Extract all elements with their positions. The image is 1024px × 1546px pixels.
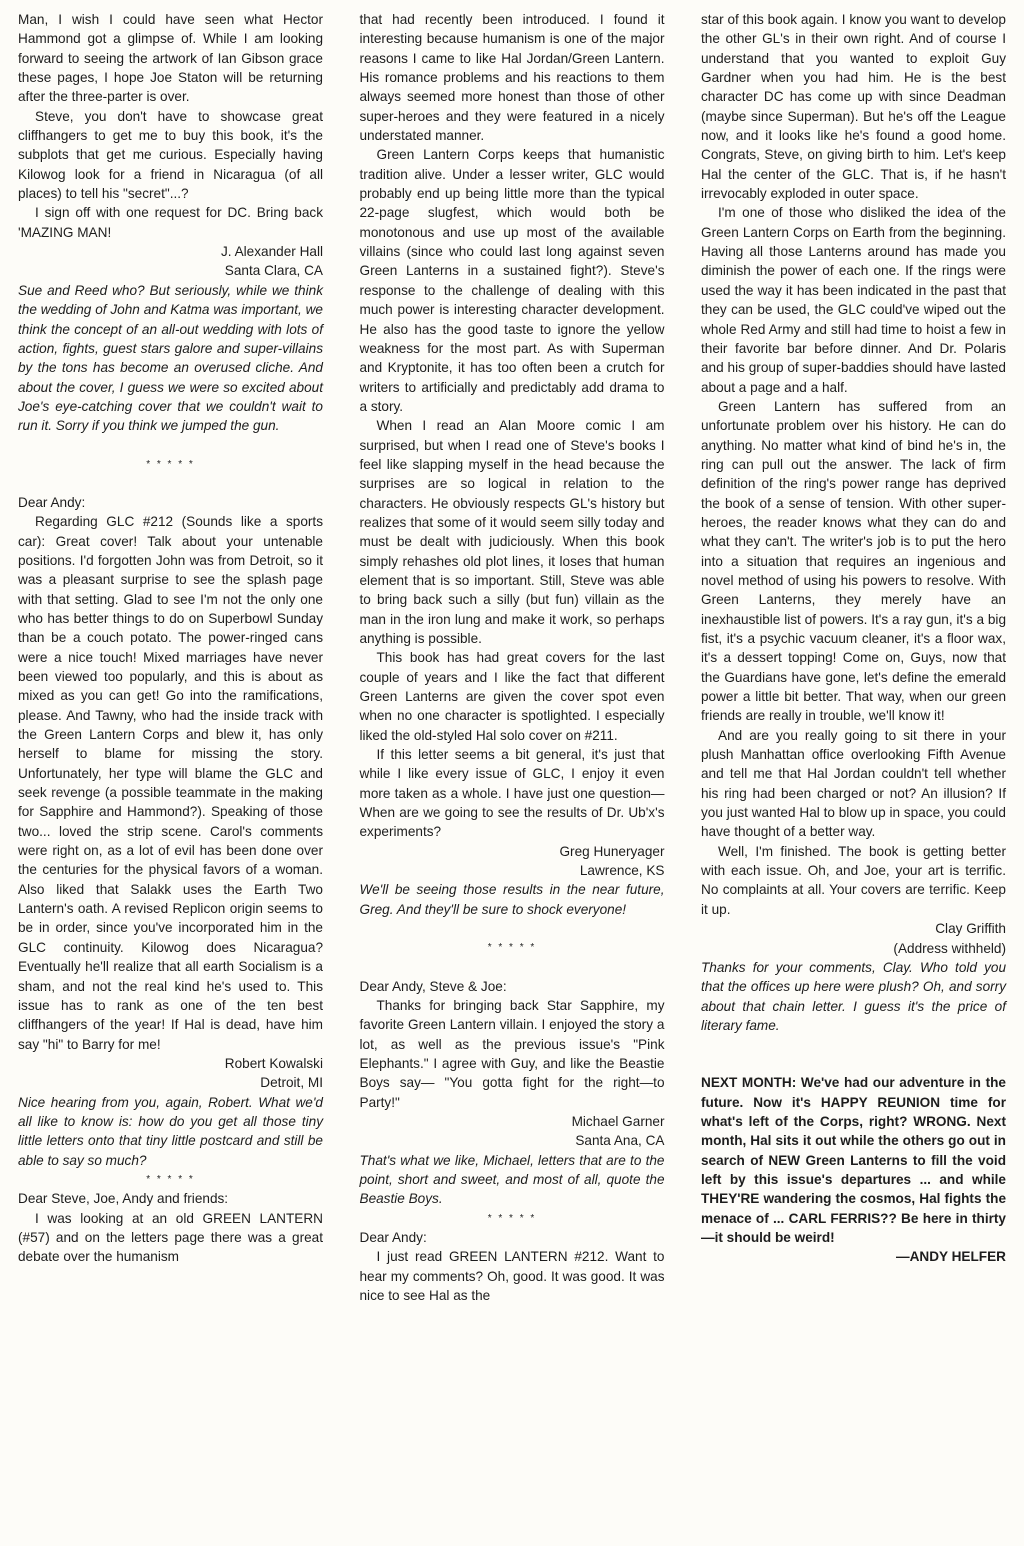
- signature-name: Robert Kowalski: [224, 1055, 323, 1071]
- letter-paragraph: star of this book again. I know you want to develop the other GL's in their own right. And of course I understand that you wanted to exploit Guy Gardner when you had him. He is the best character DC has come up with since Deadman (maybe since Superman). But he's off the League now, and it looks like he's found a good home. Congrats, Steve, on giving birth to him. Let's keep Hal the center of the GLC. That is, if he hasn't irrevocably exploded in outer space.: [701, 12, 1006, 202]
- letter-salutation: Dear Andy:: [359, 1229, 427, 1245]
- signature-name: Greg Huneryager: [559, 843, 665, 859]
- signature-name: Michael Garner: [571, 1113, 665, 1129]
- letter-paragraph: If this letter seems a bit general, it's just that while I like every issue of GLC, I enjoy it even more taken as a whole. I have just one question—When are we going to see the results of Dr. Ub'x's experiments?: [359, 747, 665, 840]
- signature-place: Santa Ana, CA: [575, 1133, 665, 1149]
- editor-reply: Sue and Reed who? But seriously, while we think the wedding of John and Katma was important, we think the concept of an all-out wedding with lots of action, fights, guest stars galore and super-villains by the tons has become an overused cliche. And about the cover, I guess we were so excited about Joe's eye-catching cover that we couldn't wait to run it. Sorry if you think we jumped the gun.: [18, 282, 323, 434]
- signature-name: Clay Griffith: [935, 921, 1006, 937]
- letter-paragraph: I'm one of those who disliked the idea of the Green Lantern Corps on Earth from the beginning. Having all those Lanterns around has made you diminish the power of each one. If the rings were used the way it has been indicated in the past that they can be used, the GLC could've wiped out the whole Red Army and still had time to hoist a few in their favorite bar before dinner. And Dr. Polaris and his group of super-baddies should have lasted about a page and a half.: [701, 205, 1006, 395]
- signature-place: (Address withheld): [893, 940, 1006, 956]
- separator-stars: * * * * *: [487, 1212, 537, 1224]
- letter-paragraph: This book has had great covers for the last couple of years and I like the fact that different Green Lanterns are given the cover spot even when no one character is spotlighted. I especially liked the old-styled Hal solo cover on #211.: [359, 650, 665, 743]
- next-month-blurb: NEXT MONTH: We've had our adventure in the future. Now it's HAPPY REUNION time for what's left of the Corps, right? WRONG. Next month, Hal sits it out while the others go out in search of NEW Green Lanterns to fill the void left by this issue's departures ... and while THEY'RE wandering the cosmos, Hal fights the menace of ... CARL FERRIS?? Be here in thirty—it should be weird!: [701, 1075, 1006, 1245]
- signature-place: Santa Clara, CA: [224, 263, 323, 279]
- letter-paragraph: Well, I'm finished. The book is getting better with each issue. Oh, and Joe, your art is terrific. No complaints at all. Your covers are terrific. Keep it up.: [701, 843, 1006, 917]
- column-1: [18, 10, 323, 1546]
- column-2: [360, 10, 665, 1546]
- letter-paragraph: I sign off with one request for DC. Bring back 'MAZING MAN!: [18, 205, 323, 240]
- signature-place: Lawrence, KS: [579, 863, 665, 879]
- spacer: [701, 1035, 1006, 1073]
- letter-paragraph: Thanks for bringing back Star Sapphire, my favorite Green Lantern villain. I enjoyed the story a lot, as well as the previous issue's "Pink Elephants." I agree with Guy, and like the Beastie Boys say— "You gotta fight for the right—to Party!": [359, 997, 665, 1110]
- letter-paragraph: I was looking at an old GREEN LANTERN (#57) and on the letters page there was a great debate over the humanism: [18, 1210, 323, 1265]
- letter-paragraph: Steve, you don't have to showcase great cliffhangers to get me to buy this book, it's the subplots that get me curious. Especially having Kilowog look for a friend in Nicaragua (of all places) to tell his "secret"...?: [18, 108, 323, 202]
- letter-paragraph: Green Lantern Corps keeps that humanistic tradition alive. Under a lesser writer, GLC would probably end up being little more than the typical 22-page slugfest, which would both be monotonous and use up most of the available villains (since who could last long against seven Green Lanterns in a sustained fight?). Steve's response to the challenge of dealing with this much power is interesting character development. He also has the good taste to ignore the yellow weakness for the most part. As with Superman and Kryptonite, it has too often been a crutch for writers to artificially and predictably add drama to a story.: [359, 147, 665, 414]
- spacer: [360, 919, 665, 938]
- column-3: [701, 10, 1006, 1546]
- letter-paragraph: that had recently been introduced. I found it interesting because humanism is one of the major reasons I came to like Hal Jordan/Green Lantern. His romance problems and his reactions to them always seemed more honest than those of other super-heroes and they were featured in a nicely understated manner.: [359, 12, 665, 144]
- letter-paragraph: Green Lantern has suffered from an unfortunate problem over his history. He can do anything. No matter what kind of bind he's in, the ring can pull out the answer. The lack of firm definition of the ring's power range has deprived the book of a sense of tension. With other super-heroes, the reader knows what they can do and what they can't. The writer's job is to put the hero into a situation that requires an ingenious and novel method of using his powers to resolve. With Green Lanterns, they merely have an inexhaustible list of powers. It's a ray gun, it's a big fist, it's a psychic vacuum cleaner, it's a floor wax, it's a dessert topping! Come on, Guys, now that the Guardians have gone, let's define the emerald power a little bit better. That way, when our green friends are really in trouble, we'll know it!: [701, 398, 1006, 724]
- spacer: [18, 436, 323, 455]
- letter-salutation: Dear Steve, Joe, Andy and friends:: [18, 1191, 229, 1207]
- editor-reply: We'll be seeing those results in the near future, Greg. And they'll be sure to shock everyone!: [359, 882, 665, 917]
- separator-stars: * * * * *: [146, 458, 195, 470]
- editor-reply: Thanks for your comments, Clay. Who told you that the offices up here were plush? Oh, and sorry about that chain letter. I guess it's the price of literary fame.: [701, 959, 1006, 1033]
- separator-stars: * * * * *: [487, 942, 537, 954]
- letter-paragraph: And are you really going to sit there in your plush Manhattan office overlooking Fifth Avenue and tell me that Hal Jordan couldn't tell whether his ring had been charged or not? An illusion? If you just wanted Hal to blow up in space, you could have thought of a better way.: [701, 727, 1006, 840]
- editor-reply: Nice hearing from you, again, Robert. What we'd all like to know is: how do you get all those tiny little letters onto that tiny little postcard and still be able to say so much?: [18, 1094, 323, 1168]
- letter-salutation: Dear Andy:: [18, 494, 86, 510]
- letter-paragraph: I just read GREEN LANTERN #212. Want to hear my comments? Oh, good. It was good. It was nice to see Hal as the: [359, 1249, 665, 1303]
- spacer: [360, 958, 665, 977]
- letter-salutation: Dear Andy, Steve & Joe:: [359, 978, 507, 994]
- letter-paragraph: Man, I wish I could have seen what Hector Hammond got a glimpse of. While I am looking forward to seeing the artwork of Ian Gibson grace these pages, I hope Joe Staton will be returning after the three-parter is over.: [18, 12, 323, 105]
- letter-paragraph: When I read an Alan Moore comic I am surprised, but when I read one of Steve's books I feel like slapping myself in the head because the surprises are so logical in relation to the characters. He obviously respects GL's history but realizes that some of it would seem silly today and must be dealt with judiciously. When this book simply rehashes old plot lines, it loses that human element that is so important. Still, Steve was able to bring back such a silly (but fun) villain as the man in the iron lung and make it work, so perhaps anything is possible.: [359, 418, 665, 646]
- separator-stars: * * * * *: [146, 1173, 195, 1185]
- signature-name: J. Alexander Hall: [220, 244, 323, 260]
- letter-paragraph: Regarding GLC #212 (Sounds like a sports car): Great cover! Talk about your untenable positions. I'd forgotten John was from Detroit, so it was a pleasant surprise to see the splash page with that setting. Glad to see I'm not the only one who has better things to do on Superbowl Sunday than be a couch potato. The power-ringed cans were a nice touch! Mixed marriages have never been viewed too popularly, and this is about as mixed as you can get! Go into the ramifications, please. And Tawny, who had the inside track with the Green Lantern Corps and blew it, has only herself to blame for missing the story. Unfortunately, her type will blame the GLC and seek revenge (a possible teammate in the making for Sapphire and Hammond?). Speaking of those two... loved the strip scene. Carol's comments were right on, as a lot of evil has been done over the centuries for the physical favors of a woman. Also liked that Salakk uses the Earth Two Lantern's oath. A revised Replicon origin seems to be in order, since you've incorporated him in the GLC continuity. Kilowog does Nicaragua? Eventually he'll realize that all earth Socialism is a sham, and not the real kind he's used to. This issue has to rank as one of the ten best cliffhangers of the year! If Hal is dead, have him say "hi" to Barry for me!: [18, 514, 323, 1052]
- spacer: [18, 474, 323, 493]
- editor-reply: That's what we like, Michael, letters that are to the point, short and sweet, and most of all, quote the Beastie Boys.: [359, 1152, 665, 1207]
- signature-place: Detroit, MI: [260, 1075, 323, 1091]
- editor-signoff: —ANDY HELFER: [895, 1249, 1006, 1265]
